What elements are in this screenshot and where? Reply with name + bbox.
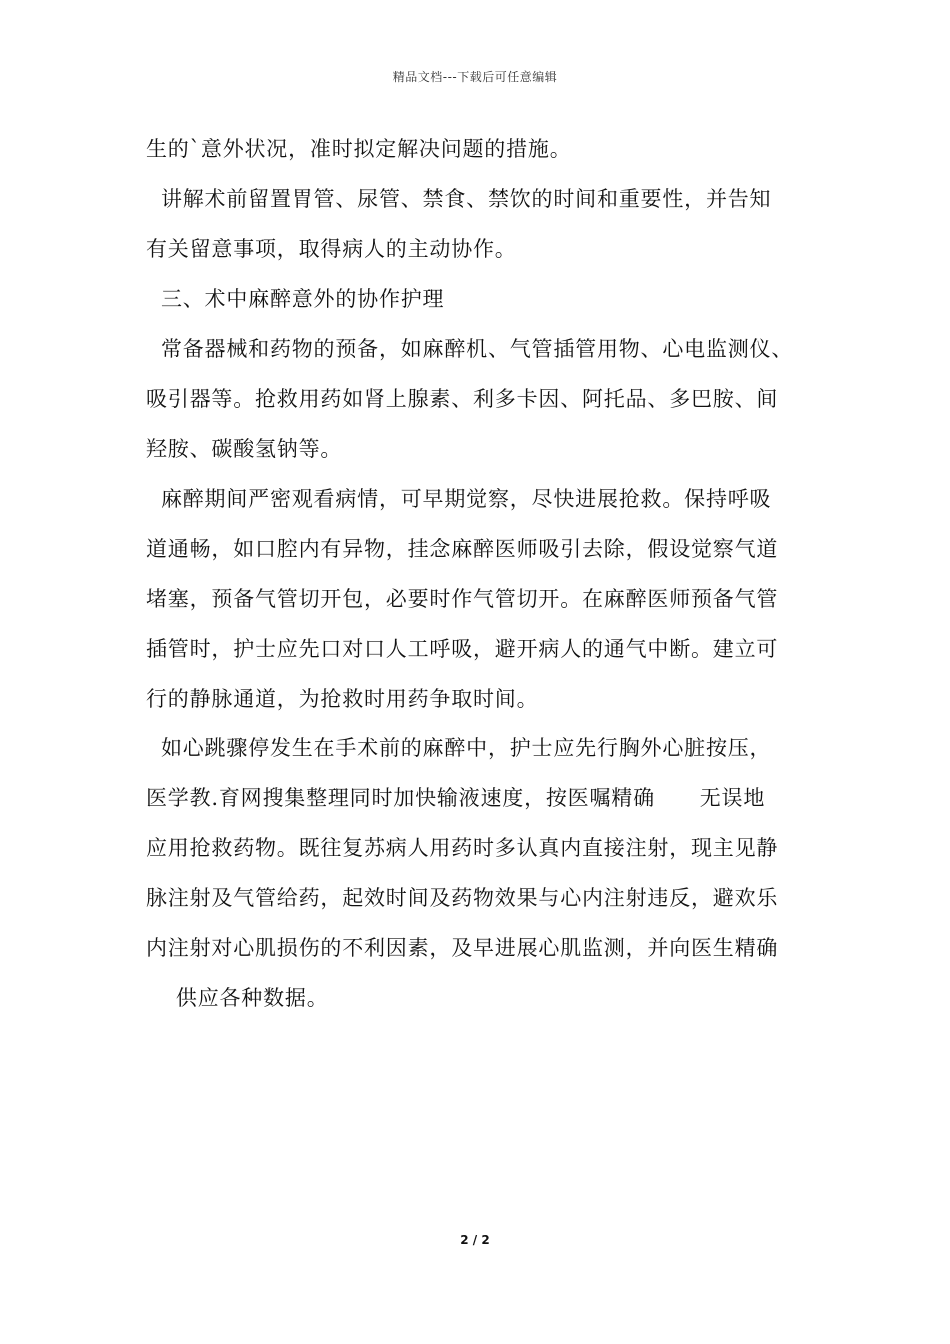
body-line: 应用抢救药物。既往复苏病人用药时多认真内直接注射，现主见静 bbox=[146, 836, 779, 860]
body-line: 医学教.育网搜集整理同时加快输液速度，按医嘱精确 无误地 bbox=[146, 786, 766, 810]
body-line: 堵塞，预备气管切开包，必要时作气管切开。在麻醉医师预备气管 bbox=[146, 587, 779, 611]
body-line: 供应各种数据。 bbox=[146, 986, 329, 1010]
body-line: 羟胺、碳酸氢钠等。 bbox=[146, 437, 343, 461]
body-line: 有关留意事项，取得病人的主动协作。 bbox=[146, 237, 517, 261]
body-line: 生的`意外状况，准时拟定解决问题的措施。 bbox=[146, 137, 572, 161]
section-heading: 三、术中麻醉意外的协作护理 bbox=[146, 287, 445, 311]
body-line: 如心跳骤停发生在手术前的麻醉中，护士应先行胸外心脏按压， bbox=[146, 736, 772, 760]
body-line: 常备器械和药物的预备，如麻醉机、气管插管用物、心电监测仪、 bbox=[146, 337, 794, 361]
body-line: 插管时，护士应先口对口人工呼吸，避开病人的通气中断。建立可 bbox=[146, 637, 779, 661]
body-line: 行的静脉通道，为抢救时用药争取时间。 bbox=[146, 687, 539, 711]
body-line: 道通畅，如口腔内有异物，挂念麻醉医师吸引去除，假设觉察气道 bbox=[146, 537, 779, 561]
page-header: 精品文档---下载后可任意编辑 bbox=[392, 70, 558, 84]
body-line: 麻醉期间严密观看病情，可早期觉察，尽快进展抢救。保持呼吸 bbox=[146, 487, 772, 511]
body-line: 内注射对心肌损伤的不利因素，及早进展心肌监测，并向医生精确 bbox=[146, 936, 779, 960]
page-number: 2 / 2 bbox=[460, 1233, 490, 1247]
body-line: 吸引器等。抢救用药如肾上腺素、利多卡因、阿托品、多巴胺、间 bbox=[146, 387, 779, 411]
body-line: 讲解术前留置胃管、尿管、禁食、禁饮的时间和重要性，并告知 bbox=[146, 187, 772, 211]
body-line: 脉注射及气管给药，起效时间及药物效果与心内注射违反，避欢乐 bbox=[146, 886, 779, 910]
